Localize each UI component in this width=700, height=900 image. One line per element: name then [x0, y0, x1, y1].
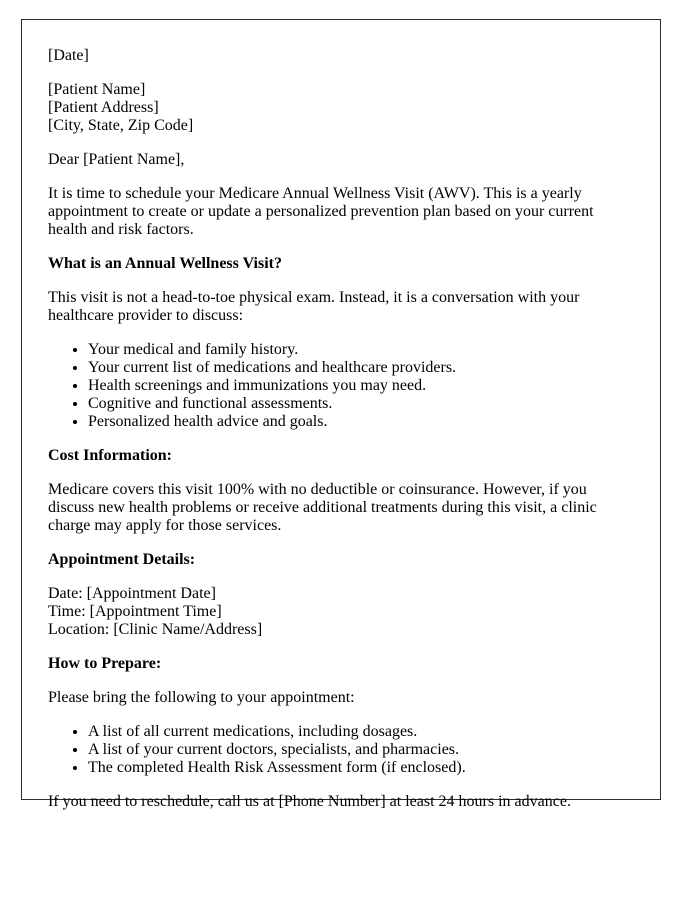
what-is-awv-paragraph: This visit is not a head-to-toe physical exam. Instead, it is a conversation with your healthcare provider to discuss: — [48, 289, 580, 324]
appointment-details-block — [48, 585, 634, 639]
section-heading-how-to-prepare: How to Prepare: — [48, 655, 162, 672]
appointment-date-line: Date: [Appointment Date] — [48, 585, 216, 602]
list-item: • A list of your current doctors, specialists, and pharmacies. — [88, 741, 634, 759]
intro-paragraph: It is time to schedule your Medicare Annual Wellness Visit (AWV). This is a yearly appointment to create or update a personalized prevention plan based on your current health and risk factors. — [48, 185, 594, 238]
list-item: • Your current list of medications and healthcare providers. — [88, 359, 634, 377]
prepare-checklist — [48, 723, 634, 777]
section-heading-appointment-details: Appointment Details: — [48, 551, 196, 568]
list-item: • The completed Health Risk Assessment form (if enclosed). — [88, 759, 634, 777]
letter-page — [21, 19, 661, 810]
prepare-intro-paragraph: Please bring the following to your appointment: — [48, 689, 355, 706]
salutation: Dear [Patient Name], — [48, 151, 185, 168]
list-item: • A list of all current medications, including dosages. — [88, 723, 634, 741]
recipient-city-line: [City, State, Zip Code] — [48, 117, 194, 134]
recipient-address-line: [Patient Address] — [48, 99, 159, 116]
list-item: • Personalized health advice and goals. — [88, 413, 634, 431]
section-heading-what-is-awv: What is an Annual Wellness Visit? — [48, 255, 282, 272]
awv-discussion-list — [48, 341, 634, 431]
appointment-time-line: Time: [Appointment Time] — [48, 603, 222, 620]
list-item: • Your medical and family history. — [88, 341, 634, 359]
date-placeholder: [Date] — [48, 47, 89, 64]
cost-information-paragraph: Medicare covers this visit 100% with no deductible or coinsurance. However, if you discuss new health problems or receive additional treatments during this visit, a clinic charge may apply for those services. — [48, 481, 597, 534]
recipient-name-line: [Patient Name] — [48, 81, 146, 98]
list-item: • Health screenings and immunizations you may need. — [88, 377, 634, 395]
appointment-location-line: Location: [Clinic Name/Address] — [48, 621, 263, 638]
list-item: • Cognitive and functional assessments. — [88, 395, 634, 413]
reschedule-note-paragraph-clipped: If you need to reschedule, call us at [Phone Number] at least 24 hours in advance. — [48, 793, 571, 810]
recipient-address-block — [48, 81, 634, 135]
section-heading-cost-information: Cost Information: — [48, 447, 172, 464]
